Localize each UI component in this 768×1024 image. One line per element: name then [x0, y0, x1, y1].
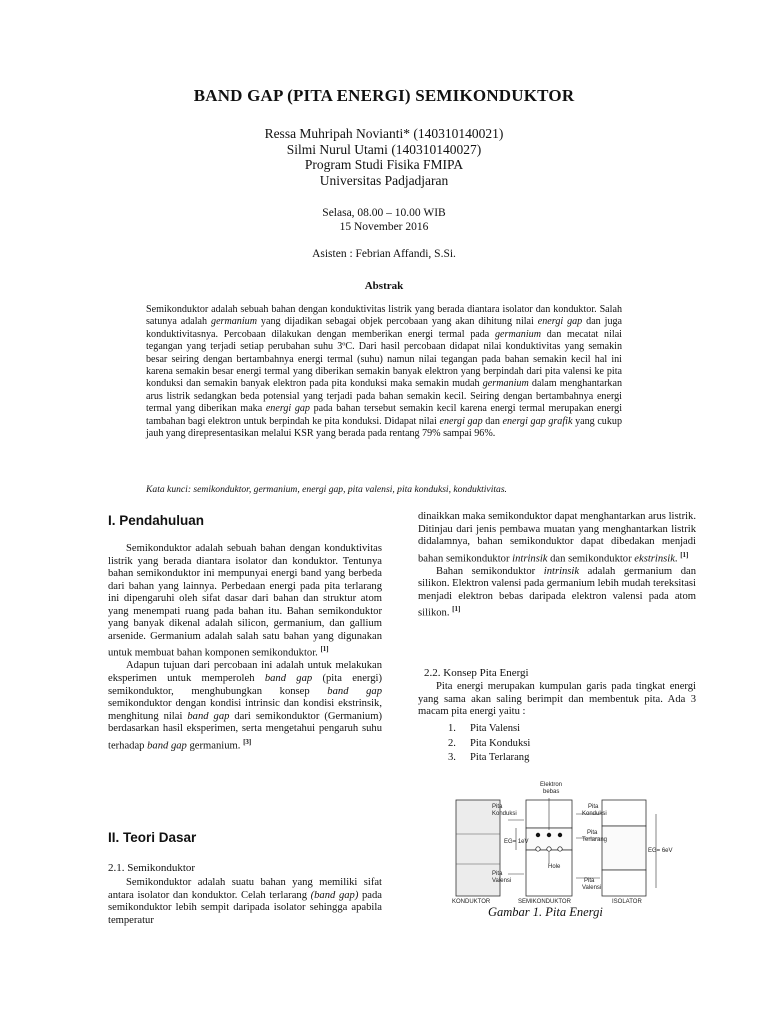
band-list: [448, 722, 530, 766]
figure-caption: Gambar 1. Pita Energi: [488, 905, 603, 919]
energy-band-diagram: [452, 778, 673, 906]
intro-paragraph-1: Semikonduktor adalah sebuah bahan dengan konduktivitas listrik yang berada diantara isolator dan konduktor. Tentunya bahan semikonduktor ini mempunyai energi band yang berbeda dari bahan yang lainnya. Perbedaan energi pada pita terlarang ini dipengaruhi oleh sifat dasar dari bahan dan struktur atom yang menempati ruang pada bahan itu. Bahan semikonduktor yang banyak dikenal adalah silicon, germanium, dan gallium arsenide. Germanium adalah salah satu bahan yang digunakan untuk membuat bahan komponen semikonduktor. [1]: [108, 543, 382, 659]
label-valensi-mid: Valensi: [582, 885, 602, 891]
section-heading-theory: II. Teori Dasar: [108, 830, 197, 845]
label-pita-terlarang: Pita: [587, 830, 598, 836]
list-item: 3. Pita Terlarang: [448, 752, 530, 763]
label-konduksi-mid: Konduksi: [582, 811, 607, 817]
semikonduktor-continued: dinaikkan maka semikonduktor dapat menghantarkan arus listrik. Ditinjau dari jenis pembawa muatan yang menghantarkan listrik didalamnya, bahan semikonduktor dapat dibedakan menjadi bahan semikonduktor intrinsik dan semikonduktor ekstrinsik. [1] Bahan semikonduktor intrinsik adalah germanium dan silikon. Elektron valensi pada germanium lebih mudah tereksitasi menjadi elektron bebas daripada elektron valensi pada atom silikon. [1]: [418, 511, 696, 619]
electron-dot: [558, 833, 562, 837]
label-bebas: bebas: [543, 789, 560, 795]
author-1: Ressa Muhripah Novianti* (140310140021): [264, 126, 504, 141]
label-terlarang: Terlarang: [582, 837, 608, 843]
affiliation-university: Universitas Padjadjaran: [319, 172, 449, 188]
schedule-time: Selasa, 08.00 – 10.00 WIB: [322, 207, 446, 219]
author-block: [0, 126, 768, 188]
label-eg-1ev: EG= 1eV: [504, 839, 529, 845]
semikonduktor-text: Semikonduktor adalah suatu bahan yang memiliki sifat antara isolator dan konduktor. Celah terlarang (band gap) pada semikonduktor lebih sempit daripada isolator sehingga apabila temperatur: [108, 877, 382, 926]
schedule-date: 15 November 2016: [339, 221, 429, 233]
label-valensi-left: Valensi: [492, 878, 512, 884]
section-heading-intro: I. Pendahuluan: [108, 513, 205, 528]
author-2: Silmi Nurul Utami (140310140027): [286, 141, 482, 157]
electron-dot: [536, 833, 540, 837]
isolator-valence-band: [602, 870, 646, 896]
isolator-gap: [602, 826, 646, 870]
paper-title: BAND GAP (PITA ENERGI) SEMIKONDUKTOR: [193, 86, 575, 105]
subsection-heading-pita-energi: 2.2. Konsep Pita Energi: [424, 667, 529, 679]
intro-text: [108, 543, 382, 753]
intro-paragraph-2: Adapun tujuan dari percobaan ini adalah untuk melakukan eksperimen untuk memperoleh band gap (pita energi) semikonduktor, menghubungkan konsep band gap semikonduktor dengan kondisi intrinsic dan kondisi ekstrinsik, menghitung nilai band gap dari semikonduktor (Germanium) berdasarkan hasil eksperimen, serta mengetahui pengaruh suhu terhadap band gap germanium. [3]: [108, 660, 382, 752]
abstract-heading: Abstrak: [364, 280, 404, 292]
assistant-line: Asisten : Febrian Affandi, S.Si.: [312, 248, 456, 260]
list-item: 1. Pita Valensi: [448, 723, 521, 734]
schedule: [0, 206, 768, 234]
label-pita-valensi-mid: Pita: [584, 878, 595, 884]
abstract-text: Semikonduktor adalah sebuah bahan dengan konduktivitas listrik yang berada diantara isolator dan konduktor. Salah satunya adalah germanium yang dijadikan sebagai objek percobaan yang akan dihitung nilai energi gap dan juga konduktivitasnya. Percobaan dilakukan dengan memberikan energi termal pada germanium dan mecatat nilai tegangan yang terjadi setiap perubahan suhu 3ºC. Dari hasil percobaan didapat nilai konduktivitas yang semakin besar seiring dengan bertambahnya energi termal (suhu) namun nilai tegangan pada bahan semakin kecil hal ini karena semakin besar energi termal yang diberikan semakin banyak elektron yang berpindah dari pita valensi ke pita konduksi dan semakin banyak elektron pada pita konduksi maka semakin mudah germanium dalam menghantarkan arus listrik sedangkan beda potensial yang terjadi pada bahan semakin kecil. Seiring dengan bertambahnya energi termal yang diberikan maka energi gap pada bahan tersebut semakin kecil karena energi termal merupakan energi tambahan bagi elektron untuk berpindah ke pita konduksi. Didapat nilai energi gap dan energi gap grafik yang cukup jauh yang direpresentasikan melalui KSR yang berada pada rentang 79% sampai 96%.: [146, 304, 623, 440]
label-hole: Hole: [548, 864, 561, 870]
affiliation-program: Program Studi Fisika FMIPA: [304, 157, 464, 172]
label-elektron: Elektron: [540, 782, 563, 788]
label-pita-konduksi-left: Pita: [492, 804, 503, 810]
label-konduktor: KONDUKTOR: [452, 899, 491, 905]
pita-energi-text: Pita energi merupakan kumpulan garis pada tingkat energi yang sama akan saling berimpit dan membentuk pita. Ada 3 macam pita energi yaitu :: [418, 681, 696, 718]
label-semikonduktor: SEMIKONDUKTOR: [518, 899, 571, 905]
label-pita-valensi-left: Pita: [492, 871, 503, 877]
label-eg-6ev: EG= 6eV: [648, 848, 673, 854]
label-konduksi-left: Konduksi: [492, 811, 517, 817]
label-pita-konduksi-mid: Pita: [588, 804, 599, 810]
isolator-conduction-band: [602, 800, 646, 826]
label-isolator: ISOLATOR: [612, 899, 642, 905]
hole-dot: [558, 847, 562, 851]
list-item: 2. Pita Konduksi: [448, 737, 531, 749]
hole-dot: [536, 847, 540, 851]
keywords: Kata kunci: semikonduktor, germanium, energi gap, pita valensi, pita konduksi, konduktivitas.: [146, 484, 507, 495]
subsection-heading-semikonduktor: 2.1. Semikonduktor: [108, 862, 196, 874]
hole-dot: [547, 847, 551, 851]
electron-dot: [547, 833, 551, 837]
